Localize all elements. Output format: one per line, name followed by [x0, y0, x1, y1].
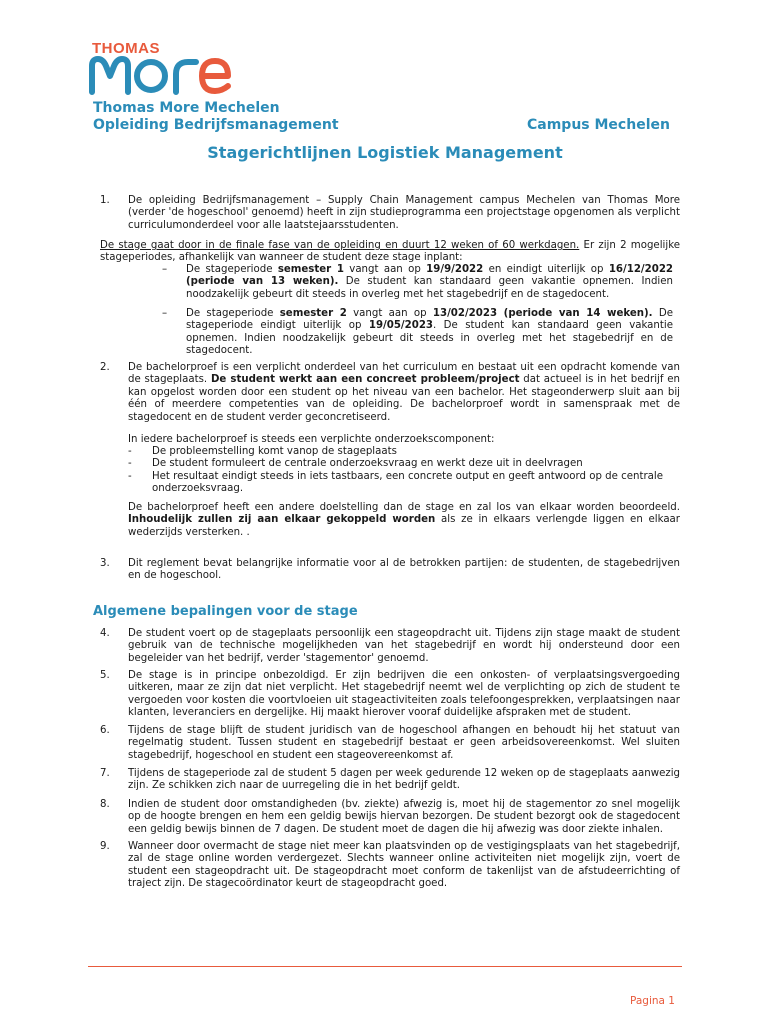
list-item-2: [100, 362, 680, 426]
goal-text-c: als ze in elkaars verlengde liggen en elkaar wederzijds versterken. .: [128, 514, 680, 538]
sem2-semester: semester 2: [279, 308, 347, 319]
item-text: Indien de student door omstandigheden (bv. ziekte) afwezig is, moet hij de stagementor zo snel mogelijk op de hoogte brengen en hem een geldig bewijs hiervan bezorgen. De student bezorgt ook de stagedocent een geldig bewijs binnen de 7 dagen. De student moet de dagen die hij afwezig was door ziekte inhalen.: [128, 799, 680, 835]
item-text: Dit reglement bevat belangrijke informatie voor al de betrokken partijen: de studenten, de stagebedrijven en de hogeschool.: [128, 558, 680, 582]
item-number: 4.: [100, 628, 110, 639]
section-title: Algemene bepalingen voor de stage: [93, 604, 358, 619]
bullet-dash: -: [128, 470, 132, 482]
item-number: 6.: [100, 725, 110, 736]
dash-bullet: –: [162, 264, 168, 275]
sem1-start-date: 19/9/2022: [426, 264, 484, 275]
item-number: 3.: [100, 558, 110, 569]
item-number: 1.: [100, 195, 110, 206]
logo-line1: THOMAS: [92, 40, 160, 57]
sem2-text-a: De stageperiode: [186, 308, 280, 319]
item-number: 9.: [100, 841, 110, 852]
item-text: Tijdens de stage blijft de student juridisch van de hogeschool afhangen en behoudt hij het statuut van regelmatig student. Tussen student en stagebedrijf bestaat er geen arbeidsovereenkomst. Wel sluiten stagebedrijf, hogeschool en student een stageovereenkomst af.: [128, 725, 680, 761]
sem1-text-a: De stageperiode: [186, 264, 278, 275]
item2-bold: De student werkt aan een concreet probleem/project: [210, 374, 520, 386]
bullet-dash: -: [128, 446, 132, 457]
item-number: 8.: [100, 799, 110, 810]
footer-divider: [88, 966, 682, 967]
goal-paragraph: [128, 502, 680, 539]
page-title: Stagerichtlijnen Logistiek Management: [207, 143, 563, 162]
list-item-3: [100, 558, 680, 584]
item-number: 5.: [100, 670, 110, 681]
stage-duration-rest: Er zijn 2 mogelijke stageperiodes, afhankelijk van wanneer de student deze stage inplant:: [100, 240, 680, 264]
bullet-text: Het resultaat eindigt steeds in iets tastbaars, een concrete output en geeft antwoord op de centrale onderzoeksvraag.: [152, 470, 663, 495]
sem2-start-date: 13/02/2023 (periode van 14 weken).: [432, 308, 653, 319]
research-bullet: [128, 446, 680, 458]
goal-text-a: De bachelorproef heeft een andere doelstelling dan de stage en zal los van elkaar worden beoordeeld.: [128, 502, 680, 513]
list-item-1: [100, 195, 680, 235]
thomas-more-logo: [88, 40, 248, 100]
research-bullet-list: [128, 446, 680, 496]
item-number: 7.: [100, 768, 110, 779]
institution-name: Thomas More Mechelen: [93, 100, 280, 116]
bullet-text: De probleemstelling komt vanop de stageplaats: [152, 446, 397, 457]
sem2-text-d: De stageperiode eindigt uiterlijk op: [186, 308, 673, 332]
item-text: Wanneer door overmacht de stage niet meer kan plaatsvinden op de vestigingsplaats van het stagebedrijf, zal de stage online worden verdergezet. Slechts wanneer online activiteiten niet mogelijk zijn, voert de student een stageopdracht uit. De stageopdracht moet conform de takenlijst van de afstudeerrichting of traject zijn. De stagecoördinator keurt de stageopdracht goed.: [128, 841, 680, 890]
item-text: De stage is in principe onbezoldigd. Er zijn bedrijven die een onkosten- of verplaatsingsvergoeding uitkeren, maar ze zijn dat niet verplicht. Het stagebedrijf neemt wel de verplichting op zich de student te vergoeden voor kosten die voortvloeien uit stageactiviteiten zoals telefoongesprekken, verplaatsingen naar klanten, leveranciers en dergelijke. Hij maakt hierover vooraf duidelijke afspraken met de student.: [128, 670, 680, 719]
bullet-text: De student formuleert de centrale onderzoeksvraag en werkt deze uit in deelvragen: [152, 458, 583, 470]
item2-text-c: dat actueel is in het bedrijf en kan opgelost worden door een student op het niveau van een bachelor. Het stageonderwerp sluit aan bij één of meerdere competenties van de opleiding. De bachelorproef wordt in samenspraak met de stagedocent en de student verder geconcretiseerd.: [128, 374, 680, 423]
sem2-end-date: 19/05/2023: [368, 320, 434, 332]
item-text: Tijdens de stageperiode zal de student 5 dagen per week gedurende 12 weken op de stageplaats aanwezig zijn. Ze schikken zich naar de uurregeling die in het bedrijf geldt.: [128, 768, 680, 792]
sem1-semester: semester 1: [277, 264, 344, 275]
dash-bullet: –: [162, 308, 168, 319]
goal-bold: Inhoudelijk zullen zij aan elkaar gekoppeld worden: [128, 514, 436, 526]
page-number: Pagina 1: [630, 995, 675, 1007]
item-text: De opleiding Bedrijfsmanagement – Supply Chain Management campus Mechelen van Thomas More (verder 'de hogeschool' genoemd) heeft in zijn studieprogramma een projectstage opgenomen als verplicht curriculumonderdeel voor alle laatstejaarsstudenten.: [128, 195, 680, 231]
sem2-text-c: vangt aan op: [346, 308, 433, 319]
programme-name: Opleiding Bedrijfsmanagement: [93, 117, 339, 133]
item2-text-a: De bachelorproef is een verplicht onderdeel van het curriculum en bestaat uit een opdracht komende van de stageplaats.: [128, 362, 680, 386]
research-bullet: [128, 458, 680, 470]
research-intro: In iedere bachelorproef is steeds een verplichte onderzoekscomponent:: [128, 434, 495, 445]
sem1-text-c: vangt aan op: [343, 264, 427, 275]
sem1-text-d: en eindigt uiterlijk op: [483, 264, 609, 275]
stage-duration-paragraph: [100, 240, 680, 265]
sem1-text-e: De student kan standaard geen vakantie opnemen. Indien noodzakelijk gebeurt dit steeds in overleg met het stagebedrijf en de stagedocent.: [186, 276, 673, 300]
bullet-dash: -: [128, 458, 132, 470]
logo-more-wordmark: [88, 54, 243, 96]
item-number: 2.: [100, 362, 110, 373]
campus-name: Campus Mechelen: [527, 117, 670, 133]
sem1-end-date: 16/12/2022 (periode van 13 weken).: [186, 264, 673, 288]
research-bullet: [128, 471, 680, 496]
stage-duration-underlined: De stage gaat door in de finale fase van de opleiding en duurt 12 weken of 60 werkdagen.: [100, 240, 580, 251]
item-text: De student voert op de stageplaats persoonlijk een stageopdracht uit. Tijdens zijn stage maakt de student gebruik van de technische mogelijkheden van het stagebedrijf en wordt hij ondersteund door een begeleider van het bedrijf, verder 'stagementor' genoemd.: [128, 628, 680, 664]
sem2-text-e: . De student kan standaard geen vakantie opnemen. Indien noodzakelijk gebeurt dit steeds in overleg met het stagebedrijf en de stagedocent.: [186, 320, 673, 357]
